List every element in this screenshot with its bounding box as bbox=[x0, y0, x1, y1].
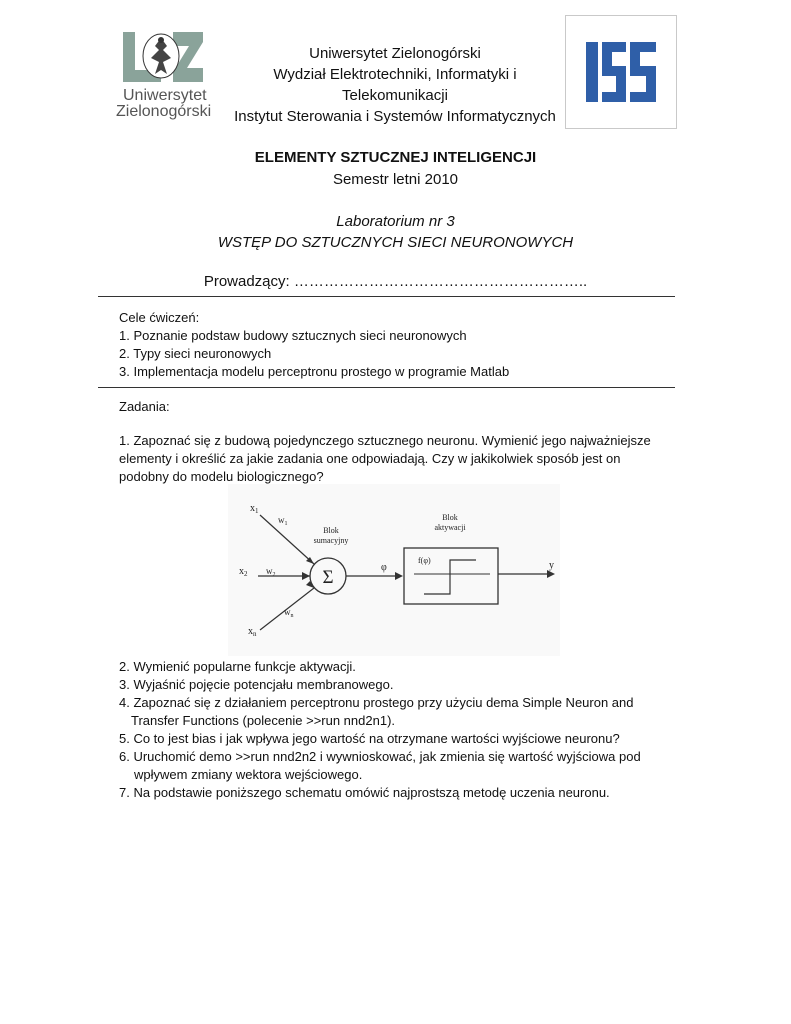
activation-block-label: Blok bbox=[442, 513, 458, 522]
institution-line-4: Instytut Sterowania i Systemów Informatycznych bbox=[234, 108, 556, 125]
institution-line-2: Wydział Elektrotechniki, Informatyki i bbox=[273, 66, 517, 83]
institution-line-1: Uniwersytet Zielonogórski bbox=[309, 45, 481, 62]
lab-topic: WSTĘP DO SZTUCZNYCH SIECI NEURONOWYCH bbox=[217, 234, 574, 251]
uz-logo-line2: Zielonogórski bbox=[116, 103, 212, 120]
task-3: 3. Wyjaśnić pojęcie potencjału membranowego. bbox=[119, 677, 394, 692]
task-6-line: wpływem zmiany wektora wejściowego. bbox=[134, 767, 363, 782]
semester: Semestr letni 2010 bbox=[332, 171, 459, 188]
task-4-line: 4. Zapoznać się z działaniem perceptronu prostego przy użyciu dema Simple Neuron and bbox=[119, 695, 634, 710]
task-1-line: 1. Zapoznać się z budową pojedynczego sztucznego neuronu. Wymienić jego najważniejsze bbox=[119, 433, 651, 448]
goal-item: 2. Typy sieci neuronowych bbox=[119, 346, 272, 361]
sum-block-label: Blok bbox=[323, 526, 339, 535]
sigma-icon: Σ bbox=[322, 567, 334, 588]
goal-item: 1. Poznanie podstaw budowy sztucznych sieci neuronowych bbox=[119, 328, 467, 343]
task-6-line: 6. Uruchomić demo >>run nnd2n2 i wywnioskować, jak zmienia się wartość wyjściowa pod bbox=[119, 749, 641, 764]
sum-block-label: sumacyjny bbox=[313, 536, 349, 545]
weight-wn-label: $w_n$ bbox=[284, 607, 294, 619]
neuron-diagram bbox=[228, 484, 560, 656]
input-x1-label: $x_1$ bbox=[250, 503, 259, 515]
weight-w2-label: $w_2$ bbox=[266, 566, 276, 578]
task-1-line: podobny do modelu biologicznego? bbox=[119, 469, 324, 484]
uz-logo-line1: Uniwersytet bbox=[123, 87, 207, 104]
course-title: ELEMENTY SZTUCZNEJ INTELIGENCJI bbox=[254, 149, 537, 166]
input-x2-label: $x_2$ bbox=[239, 566, 248, 578]
task-1-line: elementy i określić za jakie zadania one odpowiadają. Czy w jakikolwiek sposób jest on bbox=[119, 451, 621, 466]
eagle-icon bbox=[123, 32, 203, 82]
institution-line-3: Telekomunikacji bbox=[342, 87, 448, 104]
task-5: 5. Co to jest bias i jak wpływa jego wartość na otrzymane wartości wyjściowe neuronu? bbox=[119, 731, 620, 746]
output-label: y bbox=[549, 560, 554, 571]
issi-logo-icon bbox=[584, 38, 658, 104]
phi-label: φ bbox=[381, 562, 387, 573]
tasks-heading: Zadania: bbox=[119, 399, 170, 414]
instructor-line: Prowadzący: ………………………………………………….. bbox=[203, 273, 588, 290]
goals-heading: Cele ćwiczeń: bbox=[119, 310, 200, 325]
activation-block-label: aktywacji bbox=[434, 523, 466, 532]
task-7: 7. Na podstawie poniższego schematu omówić najprostszą metodę uczenia neuronu. bbox=[119, 785, 610, 800]
university-logo bbox=[115, 28, 220, 120]
weight-w1-label: $w_1$ bbox=[278, 515, 288, 527]
activation-function-label: f(φ) bbox=[418, 556, 431, 565]
input-xn-label: $x_n$ bbox=[248, 626, 257, 638]
task-2: 2. Wymienić popularne funkcje aktywacji. bbox=[119, 659, 356, 674]
divider bbox=[98, 387, 675, 388]
divider bbox=[98, 296, 675, 297]
goal-item: 3. Implementacja modelu perceptronu prostego w programie Matlab bbox=[119, 364, 510, 379]
lab-number: Laboratorium nr 3 bbox=[336, 213, 455, 230]
task-4-line: Transfer Functions (polecenie >>run nnd2n1). bbox=[131, 713, 396, 728]
